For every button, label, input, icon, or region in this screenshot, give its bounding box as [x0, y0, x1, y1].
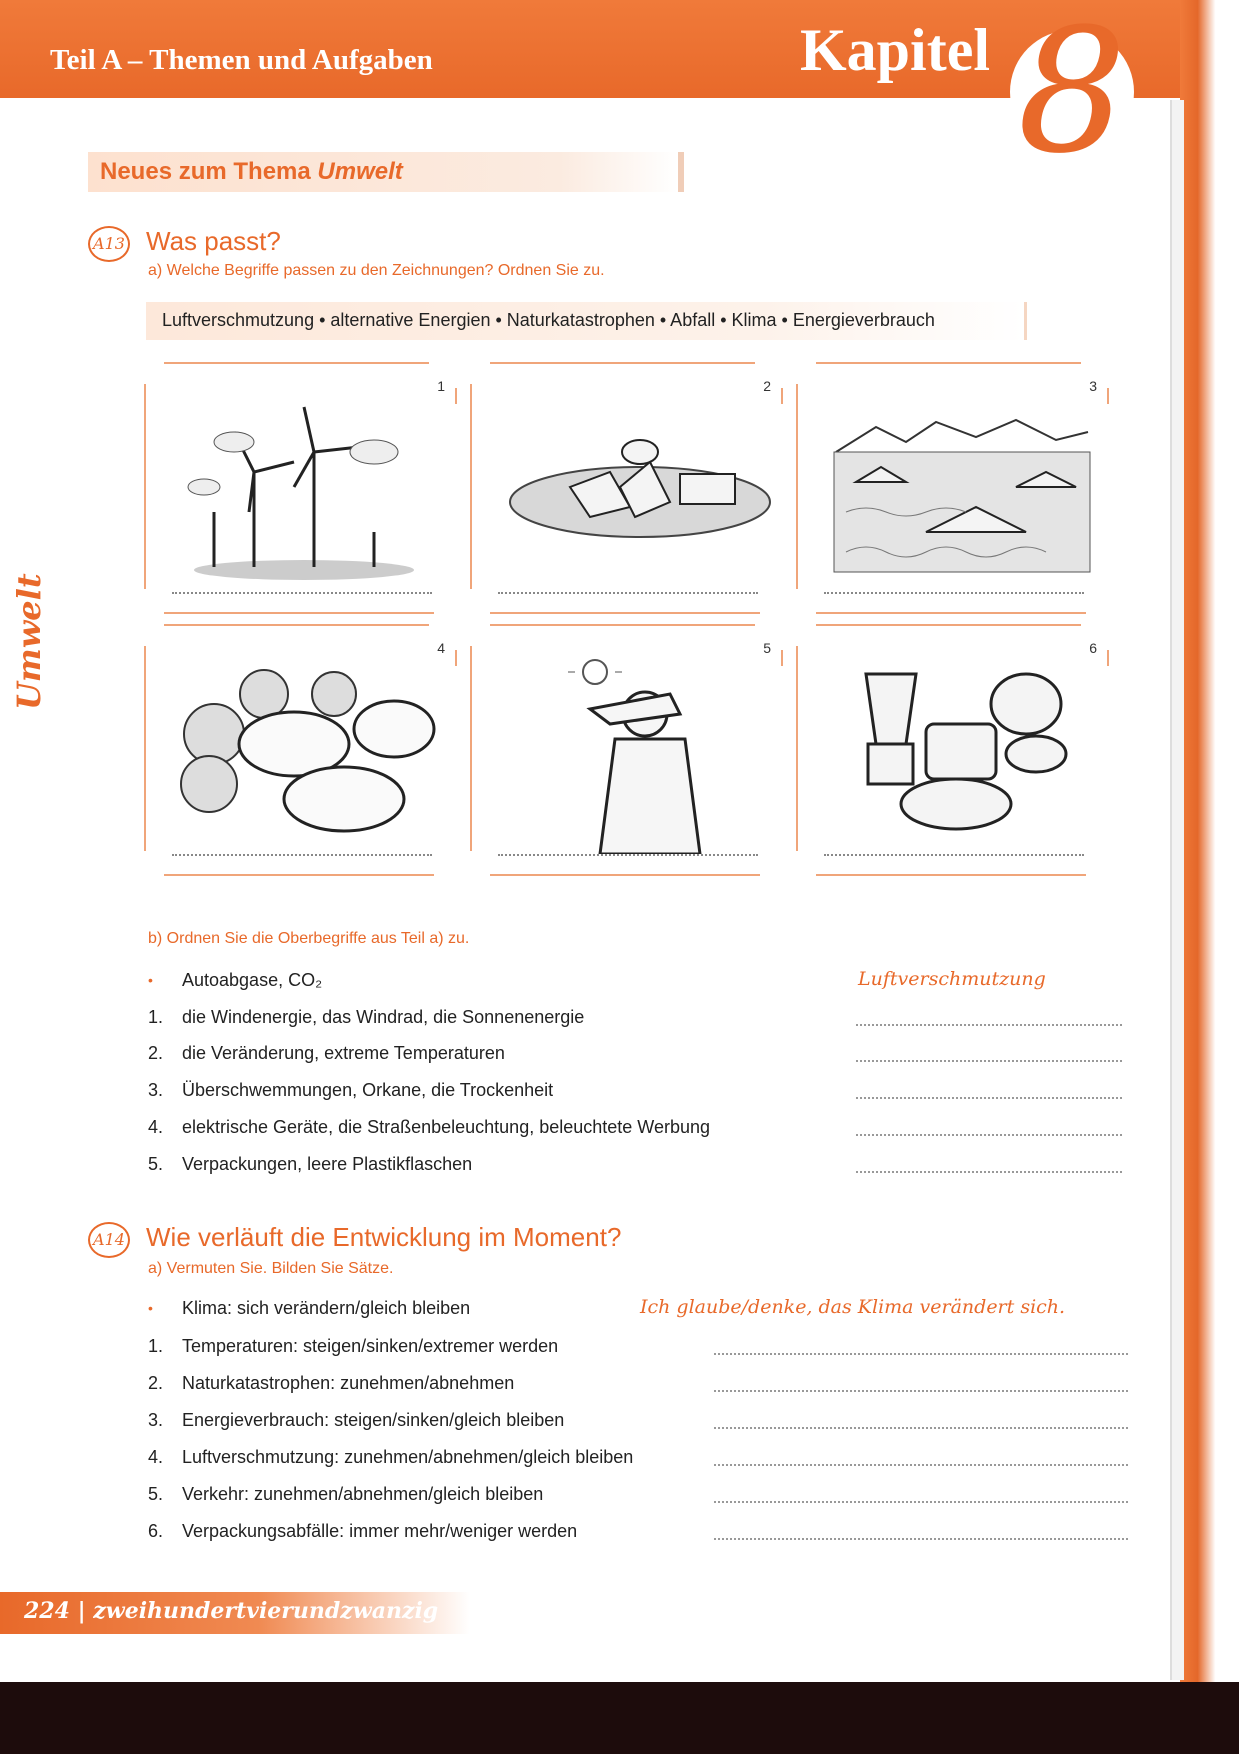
heat-sweating-man-illustration: [500, 654, 770, 854]
page-edge: [1180, 0, 1239, 1754]
image-number: 3: [1089, 378, 1097, 394]
example-answer: Luftverschmutzung: [858, 968, 1046, 990]
section-title: Neues zum Thema Umwelt: [100, 158, 403, 185]
exercise-badge-a14: A14: [88, 1222, 130, 1258]
exercise-a13-part-b-instruction: b) Ordnen Sie die Oberbegriffe aus Teil a) zu.: [148, 930, 470, 947]
answer-blank[interactable]: [714, 1501, 1128, 1503]
image-number: 5: [763, 640, 771, 656]
answer-blank[interactable]: [856, 1171, 1122, 1173]
exercise-a13-part-a-instruction: a) Welche Begriffe passen zu den Zeichnungen? Ordnen Sie zu.: [148, 262, 605, 279]
chapter-label: Kapitel: [800, 17, 990, 83]
exercise-title-a14: Wie verläuft die Entwicklung im Moment?: [146, 1222, 622, 1252]
image-cell-1: [144, 362, 469, 615]
image-cell-4: [144, 624, 469, 877]
image-number: 2: [763, 378, 771, 394]
chapter-number-badge: [1010, 0, 1140, 165]
image-cell-3: [796, 362, 1121, 615]
exercise-title-a13: Was passt?: [146, 226, 281, 256]
image-number: 1: [437, 378, 445, 394]
scan-dark-background: [0, 1682, 1239, 1754]
answer-blank[interactable]: [714, 1353, 1128, 1355]
wind-turbines-illustration: [174, 392, 434, 582]
page-number: 224 | zweihundertvierundzwanzig: [24, 1598, 439, 1624]
side-topic-label: Umwelt: [10, 573, 48, 710]
answer-blank[interactable]: [714, 1538, 1128, 1540]
page-edge-gutter: [1170, 100, 1184, 1680]
exercise-badge-a13: A13: [88, 226, 130, 262]
word-box-terms: Luftverschmutzung • alternative Energien • Naturkatastrophen • Abfall • Klima • Energieverbrauch: [162, 310, 935, 330]
flood-illustration: [826, 392, 1096, 582]
chapter-number: 8: [1017, 0, 1127, 165]
image-number: 4: [437, 640, 445, 656]
answer-blank[interactable]: [714, 1390, 1128, 1392]
traffic-exhaust-illustration: [174, 654, 444, 844]
example-answer: Ich glaube/denke, das Klima verändert sich.: [640, 1296, 1066, 1318]
answer-blank[interactable]: [856, 1060, 1122, 1062]
answer-blank[interactable]: [714, 1427, 1128, 1429]
answer-blank[interactable]: [856, 1097, 1122, 1099]
exercise-a14-part-a-instruction: a) Vermuten Sie. Bilden Sie Sätze.: [148, 1260, 394, 1277]
answer-blank[interactable]: [714, 1464, 1128, 1466]
garbage-pile-illustration: [500, 392, 780, 582]
header-section-label: Teil A – Themen und Aufgaben: [50, 44, 433, 76]
image-number: 6: [1089, 640, 1097, 656]
image-cell-6: [796, 624, 1121, 877]
image-cell-5: [470, 624, 795, 877]
image-cell-2: [470, 362, 795, 615]
electrical-appliances-illustration: [826, 654, 1096, 854]
answer-blank[interactable]: [856, 1024, 1122, 1026]
answer-blank[interactable]: [856, 1134, 1122, 1136]
